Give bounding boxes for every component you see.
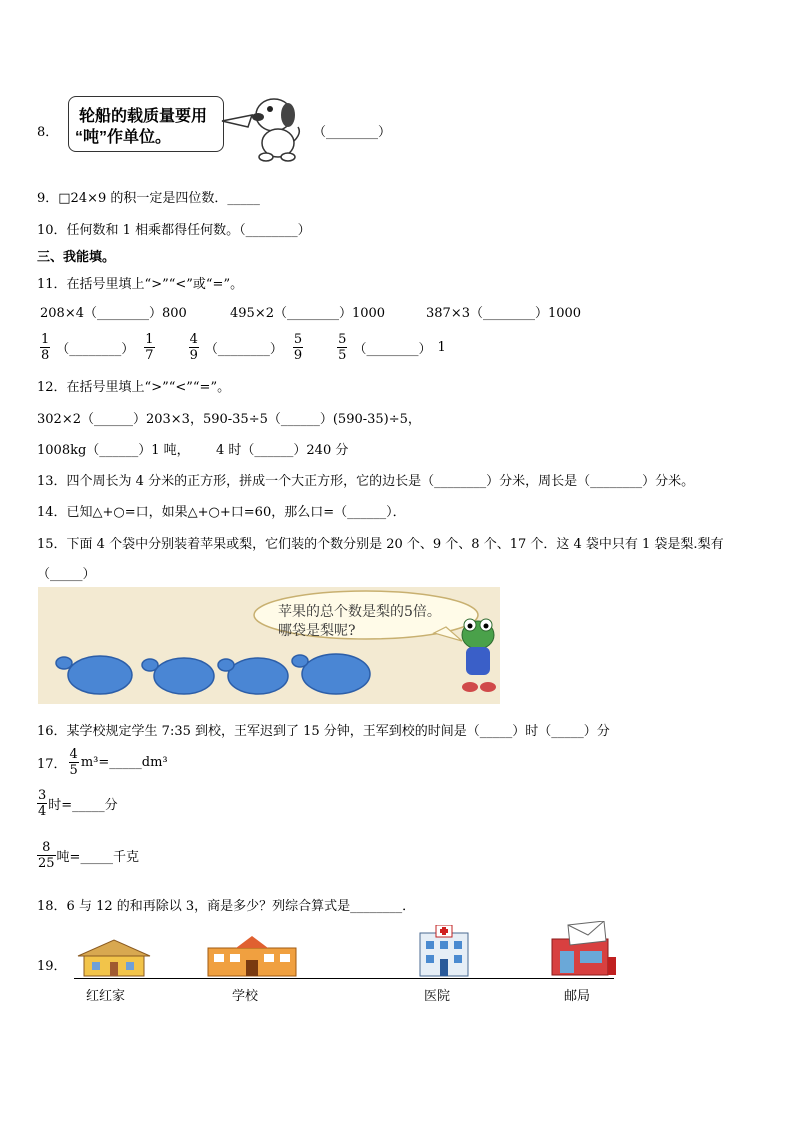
q17-c-tail: 吨=_____千克 bbox=[56, 849, 139, 865]
q17-a-tail: m³=_____dm³ bbox=[80, 754, 168, 770]
label-school: 学校 bbox=[232, 988, 259, 1003]
q11-prompt: 11．在括号里填上“>”“<”或“=”。 bbox=[37, 277, 244, 292]
q17-number: 17． bbox=[37, 756, 67, 772]
q17-b-tail: 时=_____分 bbox=[48, 797, 118, 813]
q17-part-c bbox=[37, 837, 139, 873]
q13-text: 13．四个周长为 4 分米的正方形，拼成一个大正方形，它的边长是（________）分米，周长是（________）分米。 bbox=[37, 474, 695, 489]
section-title: 三、我能填。 bbox=[37, 250, 116, 265]
fraction: $\frac{1}{7}$ bbox=[145, 331, 154, 363]
fraction: $\frac{3}{4}$ bbox=[38, 787, 47, 819]
q12-prompt: 12．在括号里填上“>”“<”“=”。 bbox=[37, 380, 231, 395]
q17-part-a bbox=[37, 744, 168, 780]
q15-bubble-line2: 哪袋是梨呢? bbox=[278, 623, 356, 639]
q11-item-2: 495×2（________）1000 bbox=[230, 306, 386, 321]
q8-number: 8． bbox=[37, 125, 59, 140]
q12-line2a: 1008kg（______）1 吨， bbox=[37, 443, 190, 458]
q8-bubble-line2: “吨”作单位。 bbox=[75, 129, 172, 146]
q18-text: 18．6 与 12 的和再除以 3，商是多少？列综合算式是________． bbox=[37, 899, 416, 914]
q12-line2b: 4 时（______）240 分 bbox=[216, 443, 349, 458]
q12-line1: 302×2（______）203×3，590-35÷5（______）(590-35)÷5， bbox=[37, 412, 421, 427]
q8-answer-blank[interactable]: （________） bbox=[313, 125, 392, 140]
q19-number: 19． bbox=[37, 959, 67, 974]
fraction: $\frac{1}{8}$ bbox=[41, 331, 50, 363]
q16-text: 16．某学校规定学生 7:35 到校，王军迟到了 15 分钟，王军到校的时间是（_____）时（_____）分 bbox=[37, 724, 610, 739]
q15-illustration bbox=[38, 587, 500, 704]
fraction: $\frac{4}{9}$ bbox=[189, 331, 198, 363]
label-hongs-home: 红红家 bbox=[86, 988, 126, 1003]
q9-text: 9．□24×9 的积一定是四位数．_____ bbox=[37, 191, 260, 206]
house-icon bbox=[74, 936, 154, 978]
q11-tail: 1 bbox=[437, 339, 446, 355]
q8-speech-bubble bbox=[68, 96, 224, 152]
fraction: $\frac{5}{9}$ bbox=[293, 331, 303, 363]
frog-icon bbox=[462, 619, 496, 692]
hospital-icon bbox=[416, 925, 472, 977]
q8-bubble-line1: 轮船的载质量要用 bbox=[79, 108, 208, 125]
post-office-icon bbox=[548, 921, 618, 977]
fraction: $\frac{4}{5}$ bbox=[69, 746, 78, 778]
q11-item-1: 208×4（________）800 bbox=[40, 306, 187, 321]
q15-bubble-line1: 苹果的总个数是梨的5倍。 bbox=[278, 604, 441, 620]
dog-illustration bbox=[218, 93, 303, 163]
fraction: $\frac{8}{25}$ bbox=[38, 839, 55, 871]
q10-text: 10．任何数和 1 相乘都得任何数。（________） bbox=[37, 223, 311, 238]
q14-text: 14．已知△+○=口，如果△+○+口=60，那么口=（______）． bbox=[37, 505, 406, 520]
q15-line1: 15．下面 4 个袋中分别装着苹果或梨，它们装的个数分别是 20 个、9 个、8 个、17 个．这 4 袋中只有 1 袋是梨.梨有 bbox=[37, 537, 724, 552]
q15-line2[interactable]: （_____） bbox=[37, 567, 96, 582]
q11-fraction-row bbox=[40, 327, 446, 367]
q11-item-3: 387×3（________）1000 bbox=[426, 306, 582, 321]
label-post-office: 邮局 bbox=[564, 988, 591, 1003]
compare-blank[interactable]: （________） bbox=[353, 341, 432, 357]
bag-icon bbox=[68, 654, 370, 694]
route-line bbox=[74, 978, 614, 979]
label-hospital: 医院 bbox=[424, 988, 451, 1003]
school-icon bbox=[206, 934, 298, 978]
compare-blank[interactable]: （________） bbox=[56, 341, 135, 357]
compare-blank[interactable]: （________） bbox=[204, 341, 283, 357]
fraction: $\frac{5}{5}$ bbox=[338, 331, 347, 363]
q17-part-b bbox=[37, 785, 118, 821]
